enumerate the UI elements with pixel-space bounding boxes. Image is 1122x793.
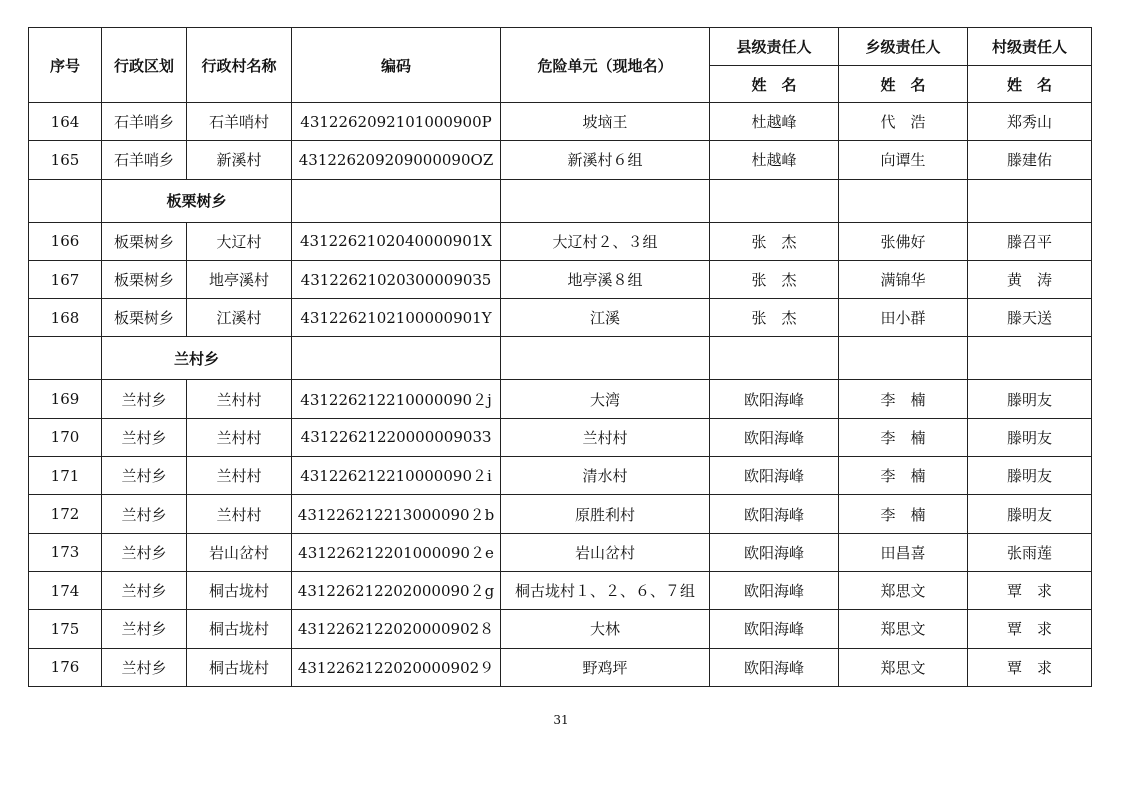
cell-code: 431226209209000090OZ <box>292 141 501 179</box>
cell-code: 431226212202000090２g <box>292 571 501 609</box>
cell-village-person: 黄 涛 <box>968 260 1092 298</box>
header-village-person-name: 姓 名 <box>968 66 1092 103</box>
cell-code: 4312262102100000901Y <box>292 299 501 337</box>
cell-unit: 桐古垅村１、２、６、７组 <box>501 571 710 609</box>
cell-township-person: 李 楠 <box>839 457 968 495</box>
cell-township-person: 郑思文 <box>839 610 968 648</box>
cell-township-person: 向谭生 <box>839 141 968 179</box>
header-village-name: 行政村名称 <box>187 28 292 103</box>
cell-code: 431226212201000090２e <box>292 533 501 571</box>
cell-township-person: 郑思文 <box>839 571 968 609</box>
section-blank-cell <box>501 337 710 380</box>
section-blank-cell <box>29 337 102 380</box>
cell-township-person: 田昌喜 <box>839 533 968 571</box>
cell-seq: 164 <box>29 103 102 141</box>
cell-seq: 174 <box>29 571 102 609</box>
cell-unit: 大湾 <box>501 380 710 418</box>
cell-district: 石羊哨乡 <box>102 141 187 179</box>
cell-seq: 176 <box>29 648 102 686</box>
cell-village-person: 覃 求 <box>968 571 1092 609</box>
cell-district: 兰村乡 <box>102 495 187 533</box>
cell-district: 兰村乡 <box>102 648 187 686</box>
cell-code: 4312262122020000902８ <box>292 610 501 648</box>
cell-seq: 165 <box>29 141 102 179</box>
cell-village-person: 滕天送 <box>968 299 1092 337</box>
cell-unit: 岩山岔村 <box>501 533 710 571</box>
cell-district: 兰村乡 <box>102 457 187 495</box>
section-blank-cell <box>501 179 710 222</box>
cell-township-person: 代 浩 <box>839 103 968 141</box>
table-row <box>29 222 1092 260</box>
cell-district: 兰村乡 <box>102 610 187 648</box>
header-seq: 序号 <box>29 28 102 103</box>
table-row <box>29 260 1092 298</box>
cell-county-person: 欧阳海峰 <box>710 418 839 456</box>
cell-seq: 172 <box>29 495 102 533</box>
table-row <box>29 610 1092 648</box>
cell-village-name: 兰村村 <box>187 418 292 456</box>
cell-village-name: 新溪村 <box>187 141 292 179</box>
cell-district: 板栗树乡 <box>102 260 187 298</box>
cell-village-name: 桐古垅村 <box>187 648 292 686</box>
cell-seq: 173 <box>29 533 102 571</box>
section-row <box>29 337 1092 380</box>
cell-unit: 地亭溪８组 <box>501 260 710 298</box>
page-number: 31 <box>553 713 569 727</box>
cell-county-person: 欧阳海峰 <box>710 533 839 571</box>
cell-village-person: 郑秀山 <box>968 103 1092 141</box>
section-blank-cell <box>29 179 102 222</box>
cell-code: 4312262102040000901X <box>292 222 501 260</box>
table-row <box>29 495 1092 533</box>
cell-village-name: 江溪村 <box>187 299 292 337</box>
section-blank-cell <box>292 179 501 222</box>
cell-county-person: 欧阳海峰 <box>710 380 839 418</box>
section-blank-cell <box>710 337 839 380</box>
table-row <box>29 103 1092 141</box>
cell-district: 兰村乡 <box>102 533 187 571</box>
table-row <box>29 457 1092 495</box>
cell-village-person: 覃 求 <box>968 610 1092 648</box>
header-district: 行政区划 <box>102 28 187 103</box>
section-row <box>29 179 1092 222</box>
section-blank-cell <box>710 179 839 222</box>
table-header <box>29 28 1092 103</box>
cell-seq: 175 <box>29 610 102 648</box>
cell-code: 431226212210000090２j <box>292 380 501 418</box>
header-township-name: 姓 名 <box>839 66 968 103</box>
cell-village-person: 张雨莲 <box>968 533 1092 571</box>
cell-township-person: 李 楠 <box>839 418 968 456</box>
cell-village-name: 兰村村 <box>187 457 292 495</box>
header-code: 编码 <box>292 28 501 103</box>
cell-village-person: 滕明友 <box>968 457 1092 495</box>
cell-seq: 167 <box>29 260 102 298</box>
table-row <box>29 418 1092 456</box>
table-row <box>29 299 1092 337</box>
cell-code: 431226212210000090２i <box>292 457 501 495</box>
cell-code: 4312262092101000900P <box>292 103 501 141</box>
cell-township-person: 郑思文 <box>839 648 968 686</box>
header-village: 村级责任人 <box>968 28 1092 66</box>
responsibility-table <box>28 27 1092 687</box>
cell-county-person: 杜越峰 <box>710 103 839 141</box>
section-blank-cell <box>968 337 1092 380</box>
cell-seq: 169 <box>29 380 102 418</box>
cell-village-name: 岩山岔村 <box>187 533 292 571</box>
cell-village-name: 地亭溪村 <box>187 260 292 298</box>
cell-village-name: 大辽村 <box>187 222 292 260</box>
section-blank-cell <box>839 179 968 222</box>
table-body <box>29 103 1092 687</box>
cell-district: 兰村乡 <box>102 418 187 456</box>
cell-township-person: 满锦华 <box>839 260 968 298</box>
cell-district: 兰村乡 <box>102 571 187 609</box>
cell-code: 4312262122020000902９ <box>292 648 501 686</box>
cell-county-person: 张 杰 <box>710 260 839 298</box>
cell-district: 兰村乡 <box>102 380 187 418</box>
cell-county-person: 欧阳海峰 <box>710 457 839 495</box>
header-county: 县级责任人 <box>710 28 839 66</box>
cell-village-name: 桐古垅村 <box>187 610 292 648</box>
cell-county-person: 欧阳海峰 <box>710 610 839 648</box>
table-row <box>29 141 1092 179</box>
cell-township-person: 李 楠 <box>839 495 968 533</box>
section-blank-cell <box>839 337 968 380</box>
header-township: 乡级责任人 <box>839 28 968 66</box>
table-row <box>29 380 1092 418</box>
cell-county-person: 欧阳海峰 <box>710 648 839 686</box>
cell-county-person: 杜越峰 <box>710 141 839 179</box>
table-row <box>29 571 1092 609</box>
cell-seq: 171 <box>29 457 102 495</box>
cell-code: 4312262122000000903З <box>292 418 501 456</box>
cell-unit: 清水村 <box>501 457 710 495</box>
header-unit: 危险单元（现地名） <box>501 28 710 103</box>
section-title: 兰村乡 <box>102 337 292 380</box>
cell-unit: 大林 <box>501 610 710 648</box>
section-blank-cell <box>292 337 501 380</box>
cell-county-person: 欧阳海峰 <box>710 571 839 609</box>
section-title: 板栗树乡 <box>102 179 292 222</box>
cell-seq: 166 <box>29 222 102 260</box>
cell-village-person: 滕明友 <box>968 495 1092 533</box>
section-blank-cell <box>968 179 1092 222</box>
cell-township-person: 田小群 <box>839 299 968 337</box>
cell-district: 板栗树乡 <box>102 299 187 337</box>
cell-unit: 野鸡坪 <box>501 648 710 686</box>
cell-village-person: 滕明友 <box>968 380 1092 418</box>
cell-unit: 新溪村６组 <box>501 141 710 179</box>
cell-code: 431226210203000090З5 <box>292 260 501 298</box>
table-row <box>29 648 1092 686</box>
header-county-name: 姓 名 <box>710 66 839 103</box>
cell-seq: 170 <box>29 418 102 456</box>
cell-county-person: 张 杰 <box>710 222 839 260</box>
cell-township-person: 李 楠 <box>839 380 968 418</box>
table-row <box>29 533 1092 571</box>
cell-village-person: 滕召平 <box>968 222 1092 260</box>
cell-county-person: 张 杰 <box>710 299 839 337</box>
cell-village-name: 石羊哨村 <box>187 103 292 141</box>
cell-township-person: 张佛好 <box>839 222 968 260</box>
cell-unit: 坡垴王 <box>501 103 710 141</box>
cell-unit: 江溪 <box>501 299 710 337</box>
cell-village-name: 兰村村 <box>187 495 292 533</box>
cell-village-person: 滕明友 <box>968 418 1092 456</box>
cell-seq: 168 <box>29 299 102 337</box>
cell-village-person: 覃 求 <box>968 648 1092 686</box>
cell-district: 石羊哨乡 <box>102 103 187 141</box>
cell-unit: 原胜利村 <box>501 495 710 533</box>
cell-code: 431226212213000090２b <box>292 495 501 533</box>
cell-county-person: 欧阳海峰 <box>710 495 839 533</box>
cell-unit: 大辽村２、３组 <box>501 222 710 260</box>
cell-village-name: 兰村村 <box>187 380 292 418</box>
cell-village-person: 滕建佑 <box>968 141 1092 179</box>
cell-village-name: 桐古垅村 <box>187 571 292 609</box>
cell-district: 板栗树乡 <box>102 222 187 260</box>
cell-unit: 兰村村 <box>501 418 710 456</box>
